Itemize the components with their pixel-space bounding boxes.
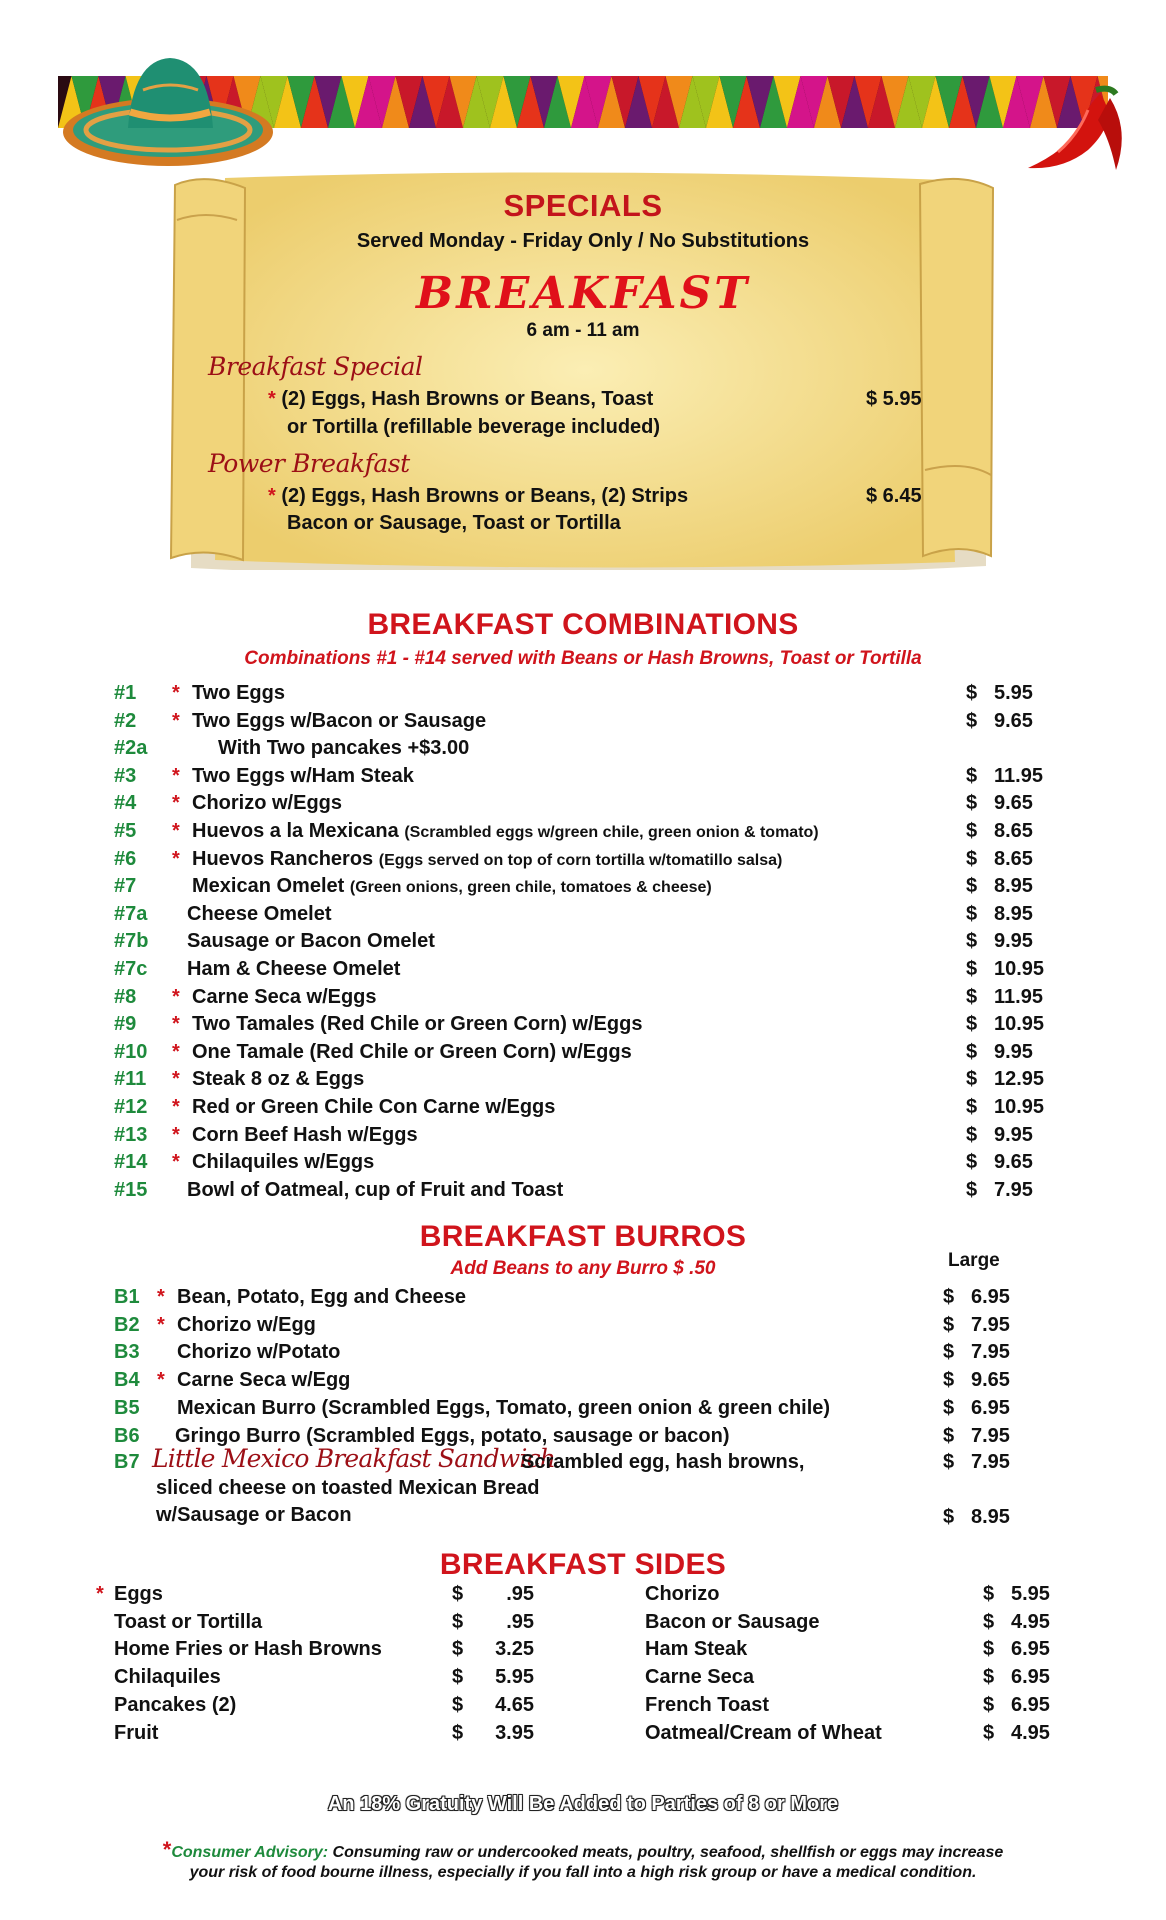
item-name: Chorizo w/Potato <box>177 1341 341 1364</box>
item-name-text: With Two pancakes +$3.00 <box>218 737 470 760</box>
side-name: French Toast <box>645 1693 770 1716</box>
item-name-text: Carne Seca w/Eggs <box>192 985 377 1008</box>
item-name: Carne Seca w/Egg <box>177 1369 351 1392</box>
item-price: $ 9.95 <box>966 1040 1033 1063</box>
specials-title: SPECIALS <box>503 188 663 223</box>
item-price: $ 11.95 <box>966 764 1043 787</box>
item-price: $ 10.95 <box>966 1096 1045 1118</box>
item-name-text: Two Tamales (Red Chile or Green Corn) w/Eggs <box>192 1013 643 1036</box>
side-dollar: $ <box>452 1638 464 1661</box>
side-price: $ 6.95 <box>983 1666 1050 1689</box>
side-name: Oatmeal/Cream of Wheat <box>645 1721 882 1744</box>
star-marker: * <box>157 1369 165 1392</box>
item-number: #2a <box>114 737 148 760</box>
item-price: $ 7.95 <box>943 1424 1010 1447</box>
item-name: Scrambled egg, hash browns, <box>521 1451 805 1473</box>
item-number: B6 <box>114 1424 140 1447</box>
item-number: #9 <box>114 1013 137 1036</box>
star-marker: * <box>172 1096 180 1118</box>
item-name <box>218 737 469 760</box>
item-name: Mexican Burro (Scrambled Eggs, Tomato, green onion & green chile) <box>177 1396 831 1419</box>
side-name: Fruit <box>114 1721 159 1744</box>
item-name <box>192 682 285 705</box>
size-label: Large <box>948 1250 1000 1271</box>
item-price: $ 9.65 <box>966 1151 1033 1174</box>
special-line: Bacon or Sausage, Toast or Tortilla <box>287 512 621 534</box>
item-price: $ 10.95 <box>966 958 1045 980</box>
item-name <box>192 1096 555 1119</box>
consumer-advisory: *Consumer Advisory: Consuming raw or undercooked meats, poultry, seafood, shellfish or eggs may increase your risk of food bourne illness, especially if you fall into a high risk group or have a medical condition. <box>162 1837 1004 1881</box>
sombrero-icon <box>58 50 278 170</box>
combinations-title: BREAKFAST COMBINATIONS <box>367 608 799 641</box>
side-price: 3.95 <box>495 1721 534 1744</box>
item-name <box>192 1068 364 1091</box>
burros-title: BREAKFAST BURROS <box>419 1220 747 1253</box>
item-name <box>187 1179 563 1202</box>
item-price: $ 8.95 <box>966 875 1033 898</box>
item-name <box>192 875 712 898</box>
item-name <box>187 958 400 981</box>
breakfast-title: BREAKFAST <box>416 268 750 319</box>
star-marker: * <box>172 709 180 732</box>
sides-title: BREAKFAST SIDES <box>439 1548 727 1581</box>
star-marker: * <box>172 1123 180 1146</box>
item-number: B7 <box>114 1451 140 1473</box>
side-name: Home Fries or Hash Browns <box>114 1638 382 1661</box>
item-name-text: Sausage or Bacon Omelet <box>187 930 435 953</box>
item-name: Gringo Burro (Scrambled Eggs, potato, sausage or bacon) <box>175 1424 730 1447</box>
item-number: #15 <box>114 1178 148 1201</box>
item-number: B2 <box>114 1313 140 1336</box>
item-price: $ 12.95 <box>966 1068 1045 1091</box>
item-price: $ 8.65 <box>966 820 1033 842</box>
side-price: 4.65 <box>495 1693 534 1716</box>
item-number: #7c <box>114 958 148 980</box>
star-marker: * <box>172 847 180 870</box>
item-number: #14 <box>114 1151 148 1174</box>
side-name: Chilaquiles <box>114 1666 221 1689</box>
item-name: Bean, Potato, Egg and Cheese <box>177 1286 466 1308</box>
special-line: * (2) Eggs, Hash Browns or Beans, (2) Strips <box>268 485 689 507</box>
item-price: $ 10.95 <box>966 1013 1045 1036</box>
item-number: #3 <box>114 764 137 787</box>
item-price: $ 7.95 <box>943 1313 1010 1336</box>
side-price: $ 6.95 <box>983 1693 1050 1716</box>
side-dollar: $ <box>452 1666 464 1689</box>
item-price: $ 8.95 <box>943 1506 1010 1528</box>
star-marker: * <box>96 1583 104 1605</box>
item-name: sliced cheese on toasted Mexican Bread <box>156 1477 540 1499</box>
side-name: Chorizo <box>645 1583 720 1605</box>
item-note: (Scrambled eggs w/green chile, green onion & tomato) <box>404 824 819 841</box>
item-name-text: Mexican Omelet <box>192 875 345 898</box>
item-price: $ 6.95 <box>943 1396 1010 1419</box>
item-price: $ 7.95 <box>943 1451 1010 1473</box>
burros-subtitle: Add Beans to any Burro $ .50 <box>450 1258 716 1279</box>
side-price: 5.95 <box>495 1666 534 1689</box>
item-name <box>187 930 435 953</box>
item-number: #10 <box>114 1040 148 1063</box>
special-price: $ 5.95 <box>866 388 922 410</box>
star-marker: * <box>172 985 180 1008</box>
item-price: $ 11.95 <box>966 985 1043 1008</box>
item-price: $ 6.95 <box>943 1286 1010 1308</box>
special-price: $ 6.45 <box>866 485 922 507</box>
item-number: #11 <box>114 1068 147 1091</box>
item-price: $ 9.95 <box>966 1123 1033 1146</box>
star-marker: * <box>172 764 180 787</box>
item-price: $ 7.95 <box>966 1178 1033 1201</box>
side-dollar: $ <box>452 1610 464 1633</box>
star-marker: * <box>172 1068 180 1091</box>
item-note: (Eggs served on top of corn tortilla w/tomatillo salsa) <box>378 851 783 869</box>
item-number: #2 <box>114 709 137 732</box>
item-name-text: Two Eggs w/Ham Steak <box>192 764 414 787</box>
side-name: Eggs <box>114 1583 163 1605</box>
item-name <box>192 710 486 733</box>
item-price: $ 5.95 <box>966 682 1033 704</box>
item-name-text: Corn Beef Hash w/Eggs <box>192 1123 418 1146</box>
special-name: Power Breakfast <box>208 449 410 478</box>
item-name-text: Red or Green Chile Con Carne w/Eggs <box>192 1096 556 1118</box>
side-dollar: $ <box>452 1721 464 1744</box>
item-name-text: Huevos Rancheros <box>192 847 374 870</box>
special-line: or Tortilla (refillable beverage included) <box>287 416 661 438</box>
item-name-text: Chilaquiles w/Eggs <box>192 1151 375 1174</box>
side-name: Bacon or Sausage <box>645 1610 820 1633</box>
b7-script-name: Little Mexico Breakfast Sandwich <box>152 1444 556 1473</box>
item-number: #6 <box>114 847 137 870</box>
specials-subtitle: Served Monday - Friday Only / No Substitutions <box>356 230 810 252</box>
combinations-subtitle: Combinations #1 - #14 served with Beans or Hash Browns, Toast or Tortilla <box>244 648 922 669</box>
item-name-text: Bowl of Oatmeal, cup of Fruit and Toast <box>187 1178 564 1201</box>
item-number: #1 <box>114 682 137 704</box>
star-marker: * <box>172 682 180 704</box>
special-line: * (2) Eggs, Hash Browns or Beans, Toast <box>268 388 654 410</box>
star-marker: * <box>172 792 180 815</box>
item-name <box>192 820 819 843</box>
item-name <box>187 903 332 926</box>
side-price: .95 <box>506 1610 534 1633</box>
item-price: $ 7.95 <box>943 1341 1010 1364</box>
item-price: $ 8.65 <box>966 847 1033 870</box>
item-name <box>192 1151 374 1174</box>
side-name: Pancakes (2) <box>114 1693 237 1716</box>
item-price: $ 9.65 <box>966 792 1033 815</box>
item-name-text: Two Eggs <box>192 682 285 704</box>
side-name: Toast or Tortilla <box>114 1610 263 1633</box>
item-name: Chorizo w/Egg <box>177 1313 316 1336</box>
star-marker: * <box>172 1151 180 1174</box>
item-name <box>192 1041 632 1064</box>
side-price: .95 <box>506 1583 534 1605</box>
side-price: $ 5.95 <box>983 1583 1050 1605</box>
star-marker: * <box>172 820 180 842</box>
side-dollar: $ <box>452 1693 464 1716</box>
star-marker: * <box>157 1313 165 1336</box>
item-number: B3 <box>114 1341 140 1364</box>
item-number: B1 <box>114 1286 140 1308</box>
item-name-text: Chorizo w/Eggs <box>192 792 342 815</box>
item-number: B5 <box>114 1396 140 1419</box>
side-price: $ 4.95 <box>983 1610 1050 1633</box>
item-number: #5 <box>114 820 137 842</box>
item-note: (Green onions, green chile, tomatoes & cheese) <box>349 879 712 897</box>
item-name-text: Huevos a la Mexicana <box>192 820 399 842</box>
breakfast-hours: 6 am - 11 am <box>526 320 640 341</box>
star-marker: * <box>172 1013 180 1036</box>
item-name-text: One Tamale (Red Chile or Green Corn) w/Eggs <box>192 1040 632 1063</box>
advisory-line2: your risk of food bourne illness, especially if you fall into a high risk group or have a medical condition. <box>189 1864 977 1881</box>
item-name-text: Cheese Omelet <box>187 902 332 925</box>
side-name: Carne Seca <box>645 1666 754 1689</box>
item-price: $ 9.65 <box>943 1369 1010 1392</box>
item-name-text: Two Eggs w/Bacon or Sausage <box>192 709 487 732</box>
item-name-text: Ham & Cheese Omelet <box>187 958 401 980</box>
item-price: $ 9.65 <box>966 709 1033 732</box>
side-dollar: $ <box>452 1583 464 1605</box>
side-price: $ 6.95 <box>983 1638 1050 1661</box>
item-name <box>192 848 782 871</box>
item-name: w/Sausage or Bacon <box>156 1504 352 1526</box>
advisory-line1: Consuming raw or undercooked meats, poultry, seafood, shellfish or eggs may increase <box>332 1844 1004 1861</box>
item-price: $ 9.95 <box>966 930 1033 953</box>
item-number: #13 <box>114 1123 148 1146</box>
item-number: B4 <box>114 1369 140 1392</box>
item-number: #8 <box>114 985 137 1008</box>
item-number: #12 <box>114 1096 148 1118</box>
item-number: #7 <box>114 875 137 898</box>
item-number: #4 <box>114 792 137 815</box>
item-name <box>192 792 342 815</box>
gratuity-notice: An 18% Gratuity Will Be Added to Parties of 8 or More <box>327 1793 839 1815</box>
item-name <box>192 1124 418 1147</box>
special-name: Breakfast Special <box>208 352 423 381</box>
item-name <box>192 765 414 788</box>
side-price: $ 4.95 <box>983 1721 1050 1744</box>
item-name <box>192 1013 642 1036</box>
item-number: #7a <box>114 902 148 925</box>
star-marker: * <box>172 1040 180 1063</box>
item-price: $ 8.95 <box>966 902 1033 925</box>
side-name: Ham Steak <box>645 1638 748 1661</box>
chili-pepper-icon <box>1018 80 1128 175</box>
item-name <box>192 986 377 1009</box>
item-number: #7b <box>114 930 149 953</box>
advisory-label: Consumer Advisory: <box>171 1844 329 1861</box>
star-marker: * <box>157 1286 165 1308</box>
item-name-text: Steak 8 oz & Eggs <box>192 1068 365 1091</box>
side-price: 3.25 <box>495 1638 534 1661</box>
